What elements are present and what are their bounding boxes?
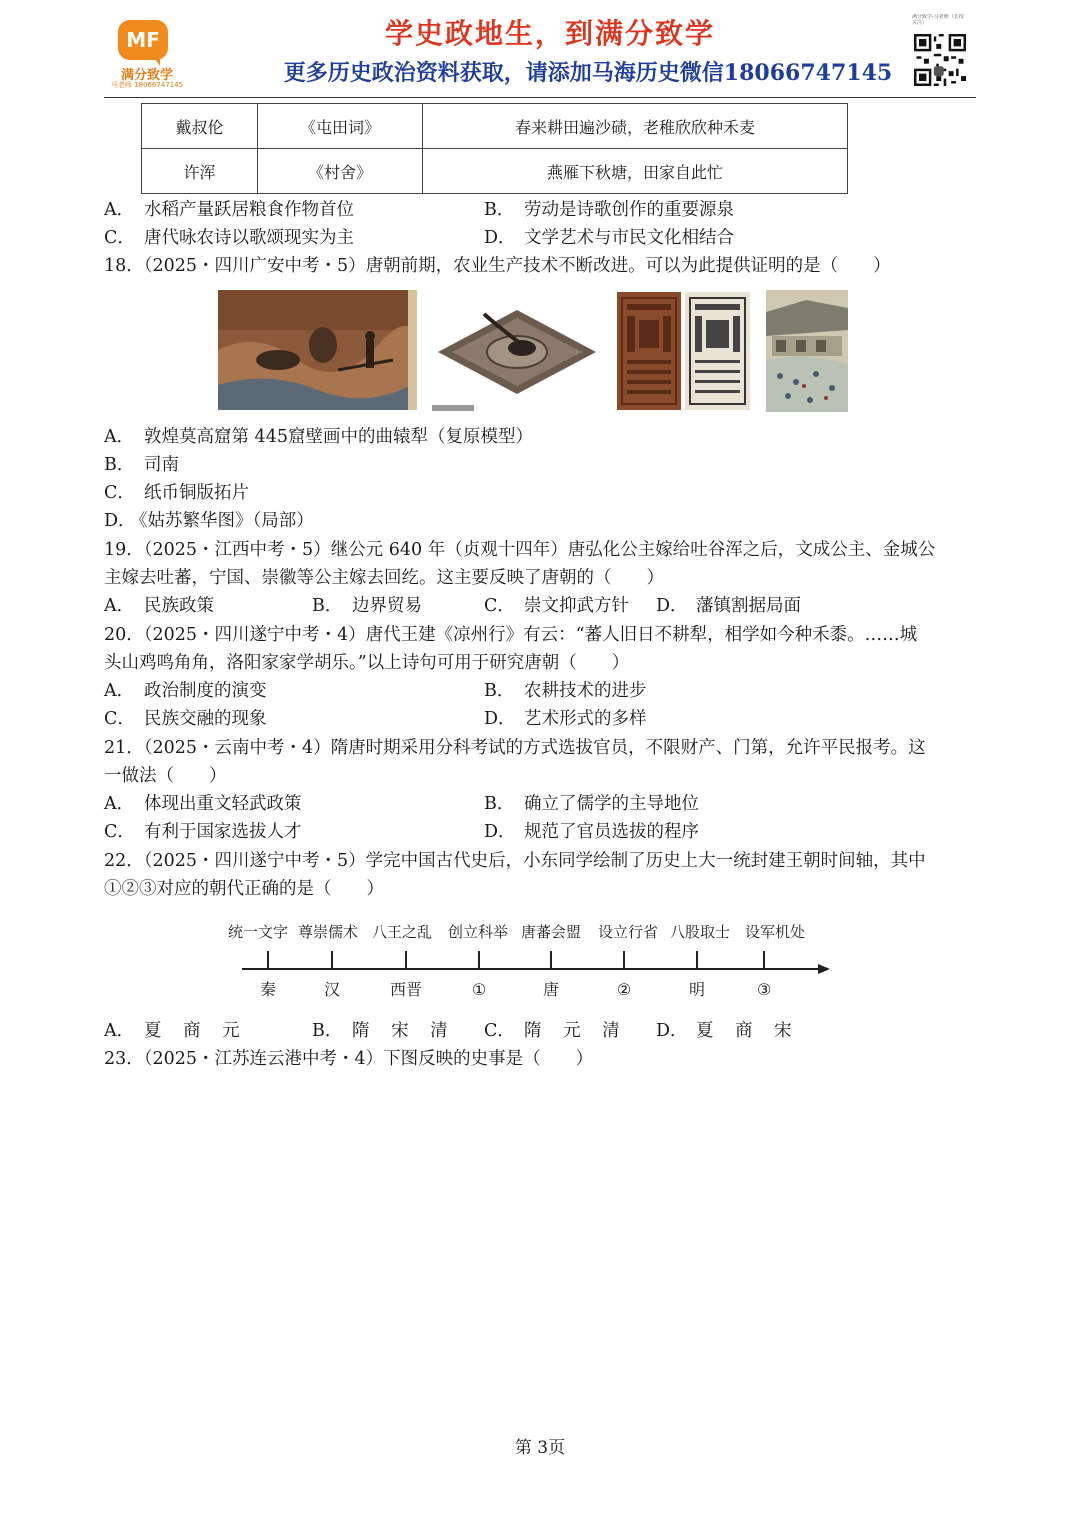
timeline-event-label: 尊崇儒术 xyxy=(297,923,359,941)
option-letter: A． xyxy=(104,794,135,814)
page-number: 第 3页 xyxy=(514,1438,566,1458)
question-20-stem: 20．（2025・四川遂宁中考・4）唐代王建《凉州行》有云：“蕃人旧日不耕犁，相学如今种禾黍。……城 xyxy=(104,625,918,645)
question-19-stem: 19．（2025・江西中考・5）继公元 640 年（贞观十四年）唐弘化公主嫁给吐谷浑之后，文成公主、金城公 xyxy=(104,540,936,560)
poem-line: 燕雁下秋塘，田家自此忙 xyxy=(423,149,848,194)
question-18-stem: 18．（2025・四川广安中考・5）唐朝前期，农业生产技术不断改进。可以为此提供证明的是（ ） xyxy=(104,256,891,276)
option-a[interactable] xyxy=(104,792,302,816)
option-letter: D． xyxy=(656,1021,688,1041)
option-text: 《姑苏繁华图》（局部） xyxy=(130,511,314,531)
question-21-stem: 21．（2025・云南中考・4）隋唐时期采用分科考试的方式选拔官员，不限财产、门第，允许平民报考。这 xyxy=(104,738,926,758)
header-title: 学史政地生，到满分致学 xyxy=(384,17,715,50)
sinan-compass-photo xyxy=(432,290,602,412)
timeline-dynasty-label: 汉 xyxy=(323,980,341,999)
option-text: 水稻产量跃居粮食作物首位 xyxy=(144,200,354,220)
timeline-event-label: 八王之乱 xyxy=(371,923,433,941)
timeline-dynasty-label: ③ xyxy=(756,980,772,999)
option-c[interactable] xyxy=(104,820,302,844)
option-a[interactable] xyxy=(104,679,267,703)
option-text: 唐代咏农诗以歌颂现实为主 xyxy=(144,228,354,248)
option-letter: C． xyxy=(484,596,515,616)
option-c[interactable] xyxy=(484,594,629,618)
timeline-arrow-icon xyxy=(818,964,830,974)
option-b[interactable] xyxy=(484,679,647,703)
poem-work: 《屯田词》 xyxy=(258,104,423,149)
option-text: 确立了儒学的主导地位 xyxy=(524,794,699,814)
option-letter: A． xyxy=(104,681,135,701)
option-letter: D． xyxy=(656,596,688,616)
option-letter: C． xyxy=(104,709,135,729)
timeline-event-label: 设立行省 xyxy=(597,923,659,941)
timeline-dynasty-label: 唐 xyxy=(542,980,560,999)
option-text: 隋 宋 清 xyxy=(352,1021,456,1041)
option-text: 边界贸易 xyxy=(352,596,422,616)
timeline-event-label: 唐蕃会盟 xyxy=(520,923,582,941)
option-d[interactable] xyxy=(656,594,801,618)
option-text: 艺术形式的多样 xyxy=(524,709,647,729)
option-text: 纸币铜版拓片 xyxy=(144,483,249,503)
poem-work: 《村舍》 xyxy=(258,149,423,194)
header-subtitle: 更多历史政治资料获取，请添加马海历史微信18066747145 xyxy=(283,60,893,86)
option-b[interactable] xyxy=(312,1019,456,1043)
dynasty-timeline xyxy=(210,915,840,1007)
option-b[interactable] xyxy=(484,792,699,816)
option-letter: B． xyxy=(312,1021,343,1041)
logo-name: 满分致学 xyxy=(120,68,173,83)
option-text: 崇文抑武方针 xyxy=(524,596,629,616)
question-23-stem: 23．（2025・江苏连云港中考・4）下图反映的史事是（ ） xyxy=(104,1049,594,1069)
poem-line: 春来耕田遍沙碛，老稚欣欣种禾麦 xyxy=(423,104,848,149)
timeline-dynasty-label: 秦 xyxy=(259,980,277,999)
table-row xyxy=(142,104,848,149)
option-letter: A． xyxy=(104,427,135,447)
option-text: 文学艺术与市民文化相结合 xyxy=(524,228,734,248)
question-20-stem-cont: 头山鸡鸣角角，洛阳家家学胡乐。”以上诗句可用于研究唐朝（ ） xyxy=(104,653,630,673)
question-19-stem-cont: 主嫁去吐蕃，宁国、崇徽等公主嫁去回纥。这主要反映了唐朝的（ ） xyxy=(104,568,664,588)
option-letter: D． xyxy=(484,709,516,729)
option-letter: A． xyxy=(104,596,135,616)
poem-author: 戴叔伦 xyxy=(142,104,258,149)
option-d[interactable] xyxy=(104,509,314,533)
option-text: 夏 商 宋 xyxy=(696,1021,800,1041)
option-text: 夏 商 元 xyxy=(144,1021,248,1041)
timeline-event-label: 统一文字 xyxy=(227,923,289,941)
table-row xyxy=(142,149,848,194)
option-letter: A． xyxy=(104,200,135,220)
timeline-dynasty-label: ① xyxy=(471,980,487,999)
option-c[interactable] xyxy=(484,1019,628,1043)
timeline-event-label: 创立科举 xyxy=(447,923,509,941)
option-text: 隋 元 清 xyxy=(524,1021,628,1041)
option-text: 农耕技术的进步 xyxy=(524,681,647,701)
option-d[interactable] xyxy=(484,707,647,731)
option-d[interactable] xyxy=(484,820,699,844)
timeline-dynasty-label: 明 xyxy=(688,980,706,999)
timeline-event-label: 八股取士 xyxy=(669,923,731,941)
timeline-dynasty-label: ② xyxy=(616,980,632,999)
option-letter: C． xyxy=(104,228,135,248)
poem-author: 许浑 xyxy=(142,149,258,194)
paper-money-rubbing-photo xyxy=(617,290,750,412)
qr-caption: 满分致学-马老师（长按关注） xyxy=(912,14,964,26)
timeline-event-label: 设军机处 xyxy=(744,923,806,941)
option-text: 司南 xyxy=(144,455,179,475)
option-letter: A． xyxy=(104,1021,135,1041)
timeline-dynasty-label: 西晋 xyxy=(389,980,423,999)
option-a[interactable] xyxy=(104,594,214,618)
option-d[interactable] xyxy=(484,226,734,250)
option-letter: C． xyxy=(104,483,135,503)
option-text: 体现出重文轻武政策 xyxy=(144,794,302,814)
question-22-stem: 22．（2025・四川遂宁中考・5）学完中国古代史后，小东同学绘制了历史上大一统封建王朝时间轴，其中 xyxy=(104,851,926,871)
option-letter: B． xyxy=(484,794,515,814)
option-text: 政治制度的演变 xyxy=(144,681,267,701)
option-text: 有利于国家选拔人才 xyxy=(144,822,302,842)
header-divider xyxy=(104,97,976,98)
option-text: 劳动是诗歌创作的重要源泉 xyxy=(524,200,734,220)
option-c[interactable] xyxy=(104,481,249,505)
option-b[interactable] xyxy=(104,453,179,477)
option-text: 民族政策 xyxy=(144,596,214,616)
option-letter: B． xyxy=(484,200,515,220)
poem-table xyxy=(141,103,848,194)
option-text: 规范了官员选拔的程序 xyxy=(524,822,699,842)
option-letter: D． xyxy=(104,511,136,531)
option-text: 民族交融的现象 xyxy=(144,709,267,729)
option-c[interactable] xyxy=(104,226,354,250)
option-c[interactable] xyxy=(104,707,267,731)
logo-subtext: 马老师 18066747145 xyxy=(110,81,184,89)
option-b[interactable] xyxy=(312,594,422,618)
option-letter: D． xyxy=(484,822,516,842)
option-text: 敦煌莫高窟第 445窟壁画中的曲辕犁（复原模型） xyxy=(144,427,533,447)
qr-code-icon[interactable] xyxy=(914,34,966,86)
logo-mark: MF xyxy=(118,20,168,60)
question-22-stem-cont: ①②③对应的朝代正确的是（ ） xyxy=(104,879,384,899)
mural-plow-photo xyxy=(218,290,417,410)
option-d[interactable] xyxy=(656,1019,800,1043)
question-21-stem-cont: 一做法（ ） xyxy=(104,766,227,786)
option-letter: B． xyxy=(484,681,515,701)
option-a[interactable] xyxy=(104,425,533,449)
option-text: 藩镇割据局面 xyxy=(696,596,801,616)
option-letter: B． xyxy=(104,455,135,475)
option-letter: D． xyxy=(484,228,516,248)
option-a[interactable] xyxy=(104,1019,248,1043)
option-letter: C． xyxy=(104,822,135,842)
option-letter: B． xyxy=(312,596,343,616)
option-a[interactable] xyxy=(104,198,354,222)
gusu-painting-photo xyxy=(766,290,848,412)
option-letter: C． xyxy=(484,1021,515,1041)
option-b[interactable] xyxy=(484,198,734,222)
